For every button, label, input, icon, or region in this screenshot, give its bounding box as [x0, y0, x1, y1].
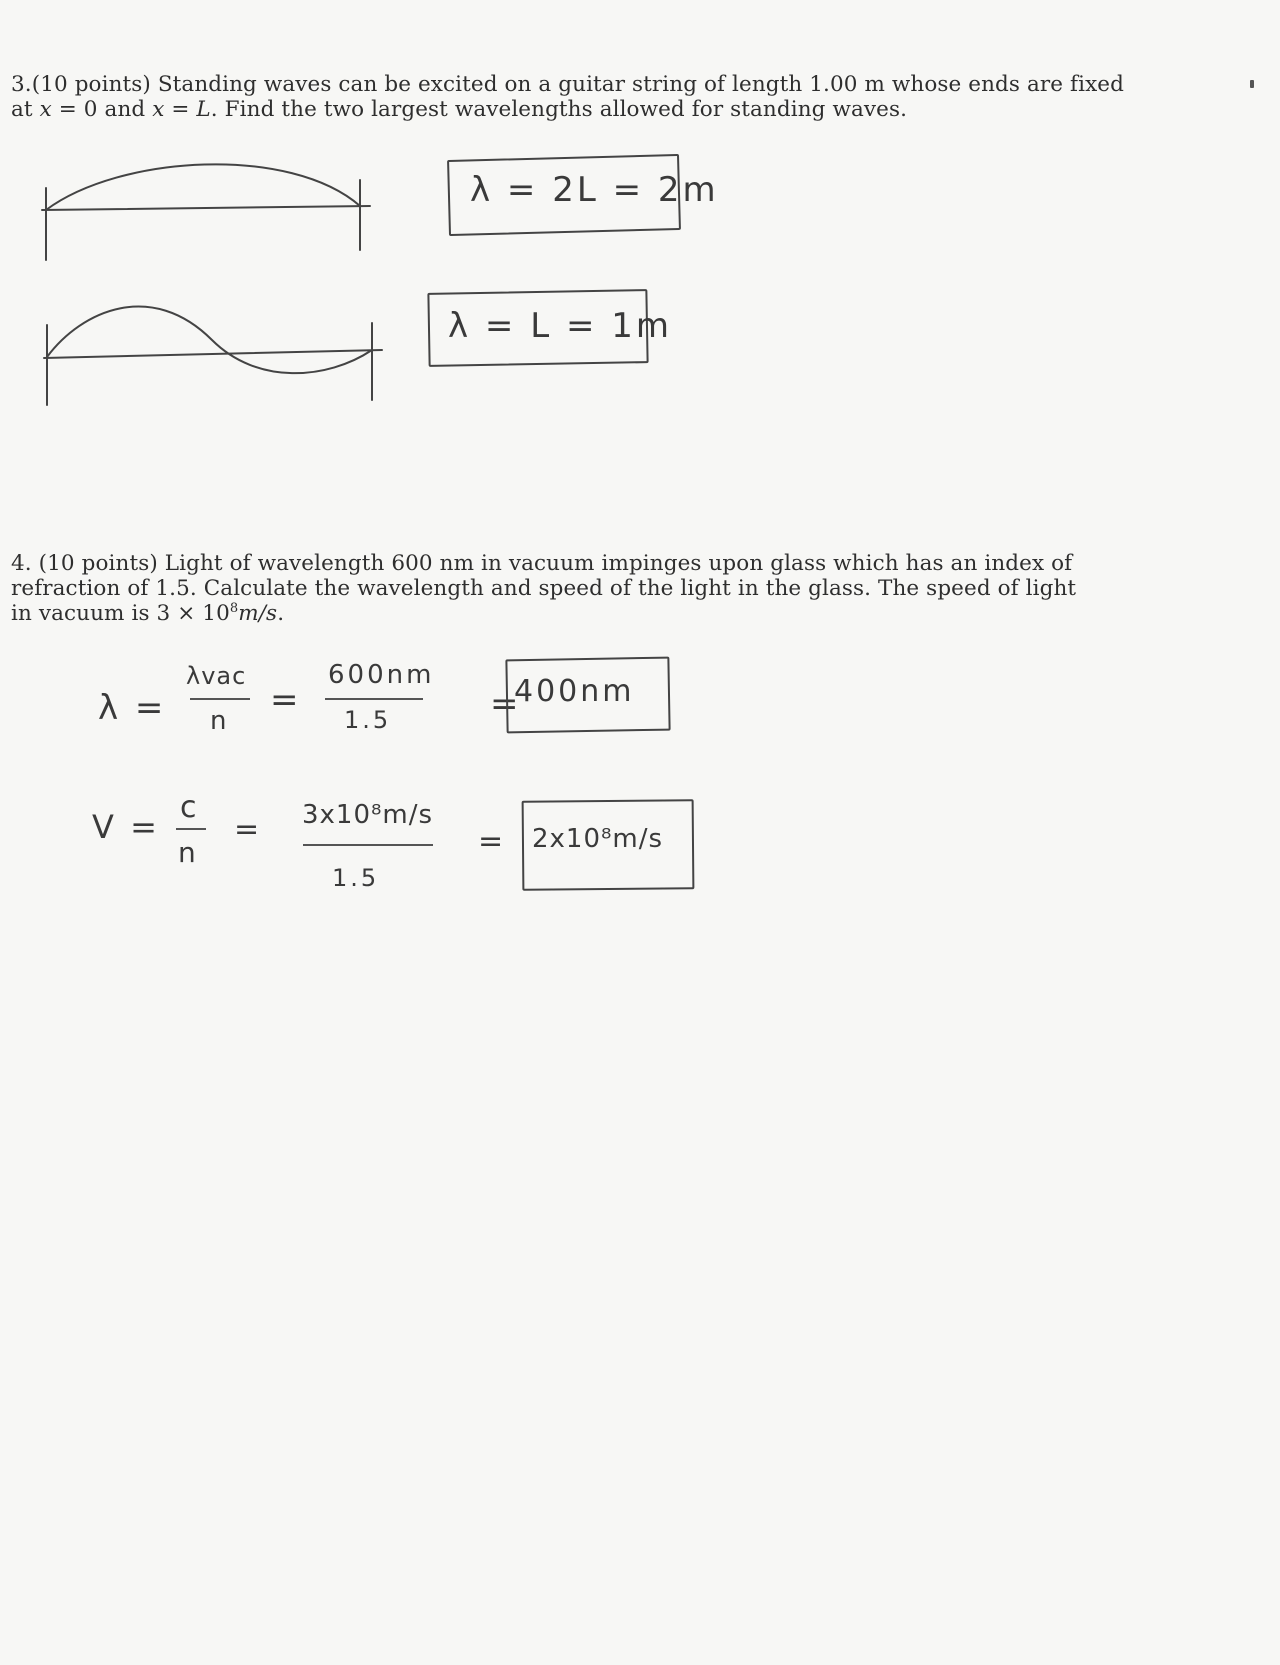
lambda-numerator: λvac: [186, 662, 247, 690]
period: .: [277, 601, 285, 626]
question-3-line-2: [11, 97, 1101, 122]
lambda-numerator-2: 600nm: [328, 660, 435, 690]
lambda-equals-1: =: [270, 680, 302, 720]
answer-1-text: λ = 2L = 2m: [470, 170, 719, 210]
v-denominator-2: 1.5: [332, 864, 380, 892]
v-numerator-2: 3x10⁸m/s: [302, 800, 434, 830]
question-4-points: (10 points): [38, 551, 158, 576]
v-answer: 2x10⁸m/s: [532, 824, 664, 854]
question-3-line-1: [11, 72, 1124, 97]
wave-upper-curve: [46, 164, 360, 210]
math-var-x: x: [39, 97, 52, 122]
stray-mark: [1250, 80, 1254, 88]
question-3-text-2c: =: [164, 97, 197, 122]
v-equals-2: =: [478, 824, 507, 859]
math-var-L: L: [196, 97, 211, 122]
v-denominator: n: [178, 836, 199, 869]
v-numerator: c: [180, 790, 200, 825]
math-var-x: x: [152, 97, 165, 122]
wave-s-curve: [47, 307, 372, 374]
standing-wave-sketch-fundamental: [40, 150, 390, 265]
question-4: [11, 551, 1101, 626]
lambda-equals-2: =: [490, 684, 522, 724]
v-lhs: V =: [92, 808, 160, 846]
answer-2-text: λ = L = 1m: [448, 306, 673, 346]
question-3-text-2d: . Find the two largest wavelengths allowed for standing waves.: [210, 97, 908, 122]
question-4-line-2: refraction of 1.5. Calculate the wavelength and speed of the light in the glass. The speed of light: [11, 576, 1077, 601]
lambda-answer: 400nm: [514, 674, 635, 709]
question-3-text-2a: at: [11, 97, 40, 122]
exponent: 8: [229, 600, 239, 616]
lambda-lhs: λ =: [98, 688, 167, 728]
question-4-text-1: Light of wavelength 600 nm in vacuum impinges upon glass which has an index of: [164, 551, 1073, 576]
string-line: [42, 206, 370, 210]
lambda-denominator-2: 1.5: [344, 706, 392, 734]
v-equals-1: =: [234, 812, 263, 847]
lambda-fraction-bar: [190, 698, 250, 700]
question-3-text-2b: = 0 and: [51, 97, 153, 122]
question-4-text-3: in vacuum is 3 × 10: [11, 601, 230, 626]
question-4-number: 4.: [11, 551, 32, 576]
question-3-number: 3.: [11, 72, 32, 97]
standing-wave-sketch-second-harmonic: [42, 295, 392, 410]
question-3-text-1: Standing waves can be excited on a guitar string of length 1.00 m whose ends are fixed: [157, 72, 1124, 97]
lambda-fraction-bar-2: [325, 698, 423, 700]
v-fraction-bar-2: [303, 844, 433, 846]
lambda-denominator: n: [210, 706, 230, 736]
string-line: [44, 350, 382, 358]
question-4-line-3: [11, 601, 1101, 626]
question-3-points: (10 points): [31, 72, 151, 97]
question-4-line-1: [11, 551, 1101, 576]
v-fraction-bar: [176, 828, 206, 830]
question-3: [11, 72, 1124, 122]
unit-m-per-s: m/s: [238, 601, 278, 626]
